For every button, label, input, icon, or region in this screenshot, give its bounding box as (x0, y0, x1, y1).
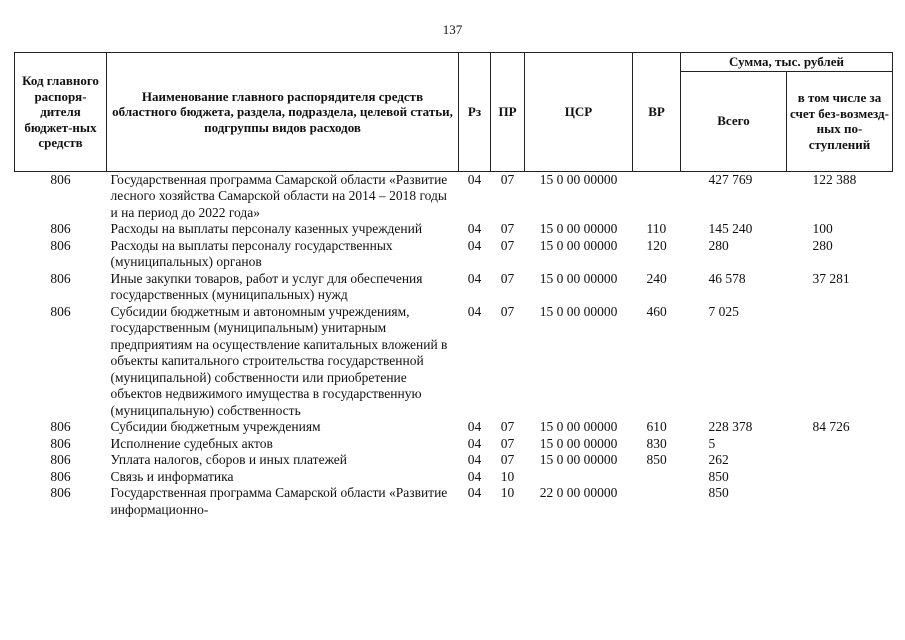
cell-pr: 07 (500, 452, 515, 467)
cell-total: 5 (708, 435, 716, 451)
cell-total: 46 578 (708, 270, 746, 286)
header-name: Наименование главного распорядителя средств областного бюджета, раздела, подраздела, целевой статьи, подгруппы видов расходов (107, 53, 459, 172)
cell-name: Иные закупки товаров, работ и услуг для обеспечения государственных (муниципальных) нужд (110, 270, 423, 302)
table-row (15, 221, 893, 238)
cell-rz: 04 (467, 452, 482, 467)
cell-incl (787, 485, 893, 518)
cell-name: Субсидии бюджетным учреждениям (110, 419, 321, 434)
cell-incl: 100 (812, 221, 833, 236)
cell-name: Исполнение судебных актов (110, 435, 273, 451)
cell-rz: 04 (467, 171, 482, 187)
cell-csr: 15 0 00 00000 (539, 270, 618, 286)
cell-code: 806 (50, 419, 71, 434)
cell-pr: 07 (500, 171, 515, 187)
cell-vr (633, 171, 681, 221)
cell-vr: 460 (646, 303, 667, 319)
cell-code: 806 (50, 171, 71, 187)
table-row (15, 271, 893, 304)
cell-vr (633, 485, 681, 518)
header-csr: ЦСР (525, 53, 633, 172)
cell-total: 145 240 (708, 221, 753, 236)
table-row (15, 419, 893, 436)
cell-incl (787, 304, 893, 420)
cell-code: 806 (50, 435, 71, 451)
cell-csr (525, 469, 633, 486)
cell-total: 262 (708, 452, 729, 467)
cell-pr: 07 (500, 221, 515, 236)
cell-code: 806 (50, 452, 71, 467)
cell-csr: 22 0 00 00000 (539, 485, 618, 500)
cell-code: 806 (50, 270, 71, 286)
cell-vr: 830 (646, 435, 667, 451)
header-rz: Рз (459, 53, 491, 172)
cell-incl: 37 281 (812, 270, 850, 286)
cell-rz: 04 (467, 435, 482, 451)
cell-vr: 850 (646, 452, 667, 467)
table-row (15, 304, 893, 420)
cell-incl (787, 469, 893, 486)
cell-total: 427 769 (708, 171, 753, 187)
cell-rz: 04 (467, 270, 482, 286)
table-row (15, 238, 893, 271)
table-row (15, 171, 893, 221)
cell-total: 280 (708, 237, 729, 253)
budget-table (14, 52, 893, 518)
table-row (15, 469, 893, 486)
cell-rz: 04 (467, 237, 482, 253)
cell-pr: 07 (500, 303, 515, 319)
cell-code: 806 (50, 237, 71, 253)
cell-rz: 04 (467, 303, 482, 319)
cell-rz: 04 (467, 221, 482, 236)
header-sum: Сумма, тыс. рублей (681, 53, 893, 72)
cell-total: 228 378 (708, 419, 753, 434)
table-row (15, 436, 893, 453)
cell-pr: 10 (500, 485, 515, 500)
cell-incl (787, 452, 893, 469)
cell-name: Расходы на выплаты персоналу казенных учреждений (110, 221, 423, 236)
header-incl: в том числе за счет без-возмезд-ных по-ступлений (787, 71, 893, 171)
cell-csr: 15 0 00 00000 (539, 171, 618, 187)
cell-incl: 280 (812, 237, 833, 253)
table-body (15, 171, 893, 518)
cell-pr: 07 (500, 270, 515, 286)
cell-name: Государственная программа Самарской области «Развитие информационно- (110, 485, 448, 517)
cell-pr: 07 (500, 419, 515, 434)
header-pr: ПР (491, 53, 525, 172)
cell-csr: 15 0 00 00000 (539, 435, 618, 451)
cell-name: Уплата налогов, сборов и иных платежей (110, 452, 347, 467)
cell-code: 806 (50, 485, 71, 500)
cell-pr: 07 (500, 237, 515, 253)
cell-vr (633, 469, 681, 486)
cell-total: 850 (708, 485, 729, 500)
cell-total: 7 025 (708, 303, 739, 319)
cell-csr: 15 0 00 00000 (539, 419, 618, 434)
cell-csr: 15 0 00 00000 (539, 237, 618, 253)
cell-name: Субсидии бюджетным и автономным учреждениям, государственным (муниципальным) унитарным предприятиям на осуществление капитальных вложений в объекты капитального строительства государственной (муниципальной) собственности или приобретение объектов недвижимого имущества в государственную (муниципальную) собственность (110, 303, 448, 418)
cell-code: 806 (50, 303, 71, 319)
header-total: Всего (681, 71, 787, 171)
cell-incl (787, 436, 893, 453)
cell-code: 806 (50, 221, 71, 236)
cell-name: Связь и информатика (110, 468, 234, 484)
header-vr: ВР (633, 53, 681, 172)
cell-rz: 04 (467, 468, 482, 484)
cell-csr: 15 0 00 00000 (539, 303, 618, 319)
cell-pr: 10 (500, 468, 515, 484)
table-row (15, 485, 893, 518)
header-code: Код главного распоря-дителя бюджет-ных средств (15, 53, 107, 172)
cell-incl: 84 726 (812, 419, 850, 434)
cell-csr: 15 0 00 00000 (539, 452, 618, 467)
cell-vr: 240 (646, 270, 667, 286)
cell-rz: 04 (467, 485, 482, 500)
cell-name: Расходы на выплаты персоналу государственных (муниципальных) органов (110, 237, 393, 269)
cell-incl: 122 388 (812, 171, 857, 187)
table-row (15, 452, 893, 469)
cell-csr: 15 0 00 00000 (539, 221, 618, 236)
cell-pr: 07 (500, 435, 515, 451)
cell-vr: 120 (646, 237, 667, 253)
cell-rz: 04 (467, 419, 482, 434)
page-number: 137 (442, 22, 463, 37)
cell-vr: 610 (646, 419, 667, 434)
cell-name: Государственная программа Самарской области «Развитие лесного хозяйства Самарской области на 2014 – 2018 годы и на период до 2022 года» (110, 171, 448, 220)
cell-vr: 110 (646, 221, 667, 236)
cell-code: 806 (50, 468, 71, 484)
cell-total: 850 (708, 468, 729, 484)
